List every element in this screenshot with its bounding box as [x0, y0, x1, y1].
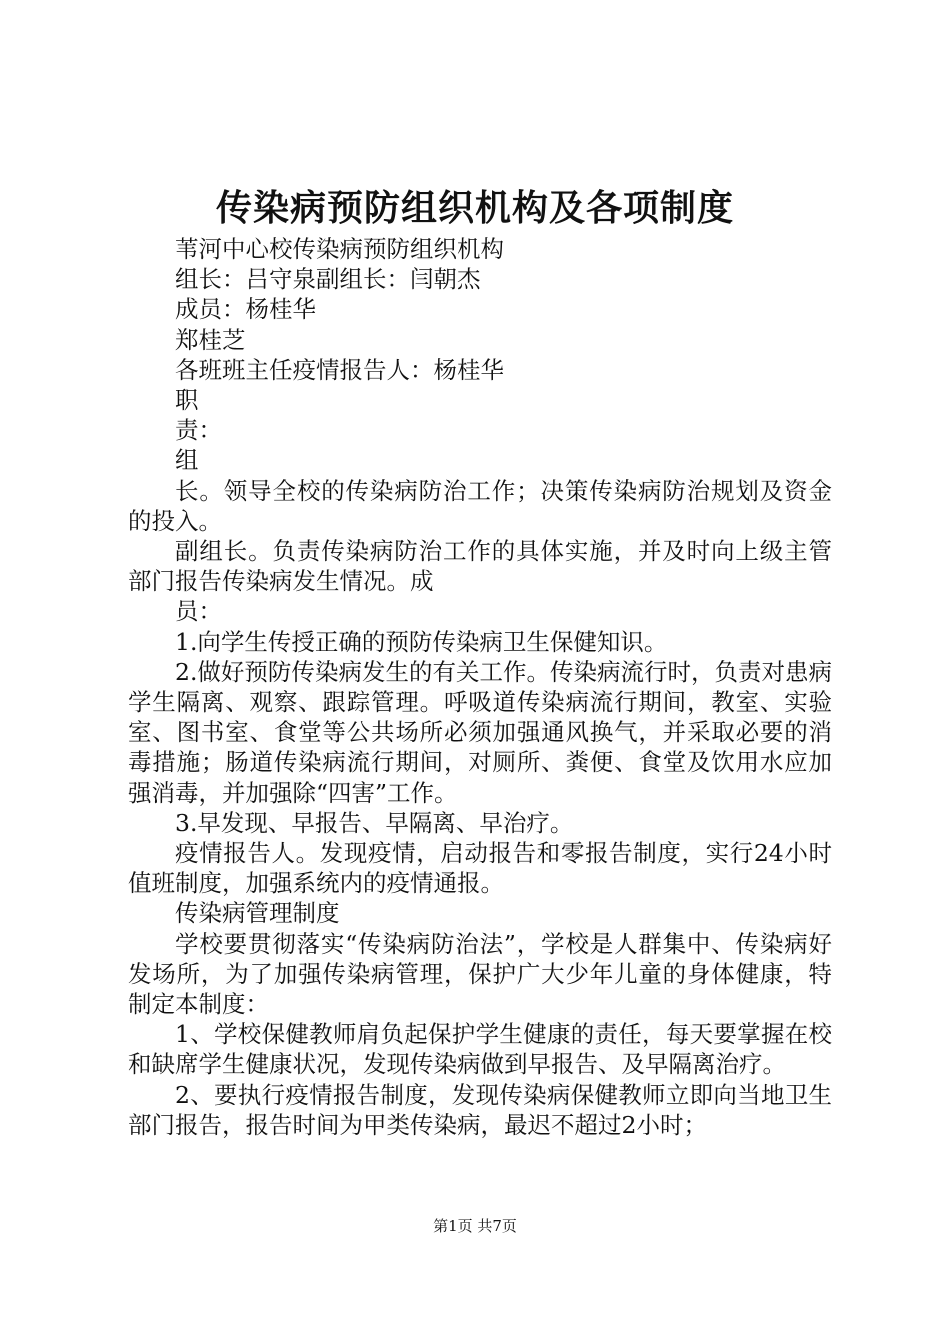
paragraph: 长。领导全校的传染病防治工作；决策传染病防治规划及资金的投入。 — [128, 476, 832, 535]
paragraph: 1、学校保健教师肩负起保护学生健康的责任，每天要掌握在校和缺席学生健康状况，发现传染病做到早报告、及早隔离治疗。 — [128, 1020, 832, 1079]
document-body — [128, 234, 832, 1140]
document-title: 传染病预防组织机构及各项制度 — [215, 187, 734, 229]
paragraph: 传染病管理制度 — [175, 899, 340, 928]
paragraph: 疫情报告人。发现疫情，启动报告和零报告制度，实行24小时值班制度，加强系统内的疫情通报。 — [128, 839, 832, 898]
paragraph: 2.做好预防传染病发生的有关工作。传染病流行时，负责对患病学生隔离、观察、跟踪管理。呼吸道传染病流行期间，教室、实验室、图书室、食堂等公共场所必须加强通风换气，并采取必要的消毒措施；肠道传染病流行期间，对厕所、粪便、食堂及饮用水应加强消毒，并加强除“四害”工作。 — [128, 657, 832, 807]
paragraph: 1.向学生传授正确的预防传染病卫生保健知识。 — [175, 627, 668, 656]
paragraph: 组 — [175, 446, 199, 475]
paragraph: 各班班主任疫情报告人：杨桂华 — [175, 355, 504, 384]
paragraph: 成员：杨桂华 — [175, 295, 316, 324]
paragraph: 责： — [175, 416, 222, 445]
paragraph: 组长：吕守泉副组长：闫朝杰 — [175, 265, 481, 294]
paragraph: 副组长。负责传染病防治工作的具体实施，并及时向上级主管部门报告传染病发生情况。成 — [128, 537, 832, 596]
paragraph: 郑桂芝 — [175, 325, 246, 354]
paragraph: 学校要贯彻落实“传染病防治法”，学校是人群集中、传染病好发场所，为了加强传染病管理，保护广大少年儿童的身体健康，特制定本制度： — [128, 929, 832, 1019]
paragraph: 3.早发现、早报告、早隔离、早治疗。 — [175, 808, 574, 837]
paragraph: 员： — [175, 597, 222, 626]
page-number-footer: 第1页 共7页 — [433, 1217, 517, 1235]
paragraph: 苇河中心校传染病预防组织机构 — [175, 235, 504, 263]
paragraph: 职 — [175, 386, 199, 415]
paragraph: 2、要执行疫情报告制度，发现传染病保健教师立即向当地卫生部门报告，报告时间为甲类传染病，最迟不超过2小时； — [128, 1080, 832, 1139]
